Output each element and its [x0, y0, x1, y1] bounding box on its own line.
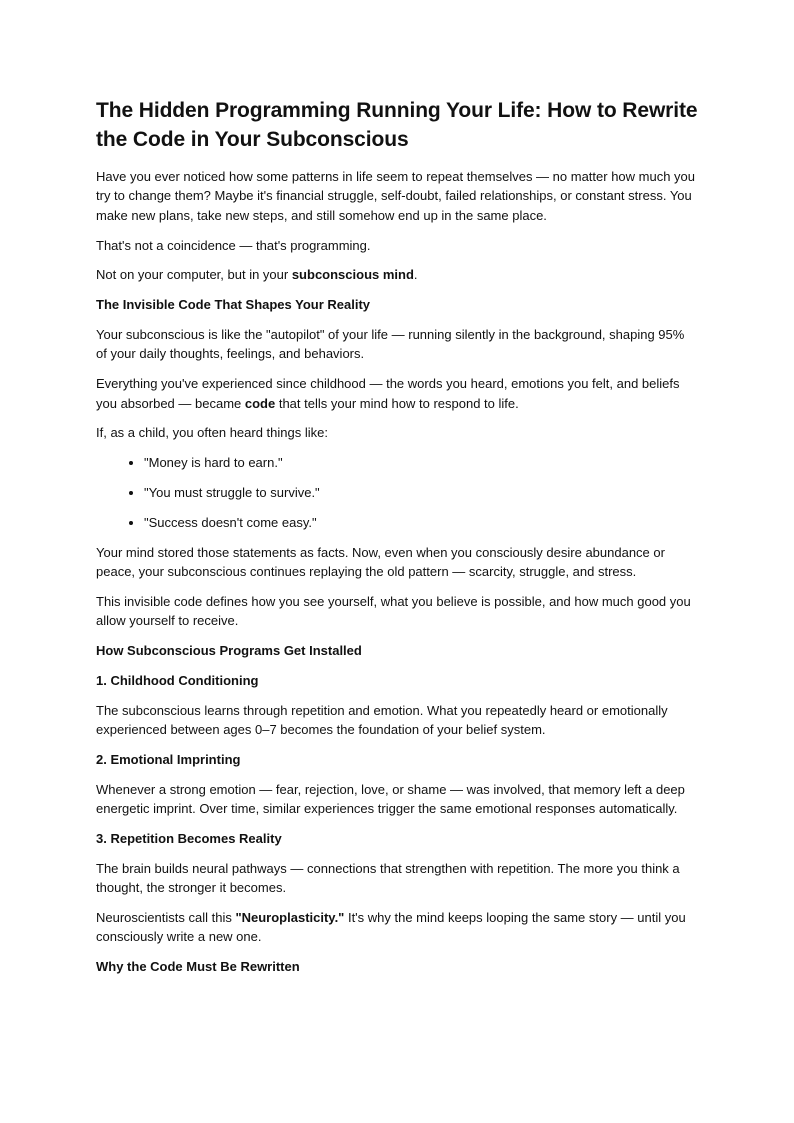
section-heading-invisible-code: The Invisible Code That Shapes Your Reality [96, 297, 371, 313]
neuro-bold: "Neuroplasticity." [235, 909, 345, 925]
subheading-emotional-imprinting: 2. Emotional Imprinting [96, 751, 241, 767]
subheading-childhood-conditioning: 1. Childhood Conditioning [96, 672, 259, 688]
neuro-end: It's why the mind keeps looping the same story — until you consciously write a new one. [96, 909, 686, 945]
section1-p2-end: that tells your mind how to respond to life. [275, 395, 519, 411]
article-title: The Hidden Programming Running Your Life: How to Rewrite the Code in Your Subconscious [96, 99, 698, 151]
list-item: • "Success doesn't come easy." [144, 513, 698, 532]
intro-p3-text: Not on your computer, but in your [96, 267, 292, 283]
section1-paragraph-2 [96, 374, 698, 413]
section1-paragraph-4: Your mind stored those statements as facts. Now, even when you consciously desire abundance or peace, your subconscious continues replaying the old pattern — scarcity, struggle, and stress. [96, 544, 665, 579]
neuro-text: Neuroscientists call this [96, 909, 236, 925]
intro-p3-bold: subconscious mind [291, 267, 414, 283]
belief-list [96, 453, 698, 532]
section1-paragraph-3: If, as a child, you often heard things like: [96, 425, 328, 441]
section1-paragraph-1: Your subconscious is like the "autopilot" of your life — running silently in the background, shaping 95% of your daily thoughts, feelings, and behaviors. [96, 327, 685, 362]
intro-paragraph-1: Have you ever noticed how some patterns in life seem to repeat themselves — no matter how much you try to change them? Maybe it's financial struggle, self-doubt, failed relationships, or constant stress. You make new plans, take new steps, and still somehow end up in the same place. [96, 169, 696, 223]
list-item: • "Money is hard to earn." [144, 453, 698, 472]
emotional-imprinting-text: Whenever a strong emotion — fear, rejection, love, or shame — was involved, that memory left a deep energetic imprint. Over time, similar experiences trigger the same emotional responses automatically. [96, 781, 685, 816]
section-heading-rewrite-code: Why the Code Must Be Rewritten [96, 959, 300, 974]
section1-p2-text: Everything you've experienced since childhood — the words you heard, emotions you felt, and beliefs you absorbed — became [96, 376, 680, 411]
neuroplasticity-paragraph [96, 908, 698, 947]
section-heading-programs-installed: How Subconscious Programs Get Installed [96, 643, 362, 658]
childhood-conditioning-text: The subconscious learns through repetition and emotion. What you repeatedly heard or emotionally experienced between ages 0–7 becomes the foundation of your belief system. [96, 702, 668, 737]
section1-p2-bold: code [244, 395, 276, 411]
subheading-repetition-reality: 3. Repetition Becomes Reality [96, 830, 282, 846]
intro-p3-end: . [413, 267, 418, 283]
intro-paragraph-3 [96, 265, 698, 284]
intro-paragraph-2: That's not a coincidence — that's programming. [96, 237, 371, 253]
repetition-reality-text: The brain builds neural pathways — connections that strengthen with repetition. The more you think a thought, the stronger it becomes. [96, 860, 680, 895]
list-item: • "You must struggle to survive." [144, 483, 698, 502]
section1-paragraph-5: This invisible code defines how you see yourself, what you believe is possible, and how much good you allow yourself to receive. [96, 593, 691, 629]
